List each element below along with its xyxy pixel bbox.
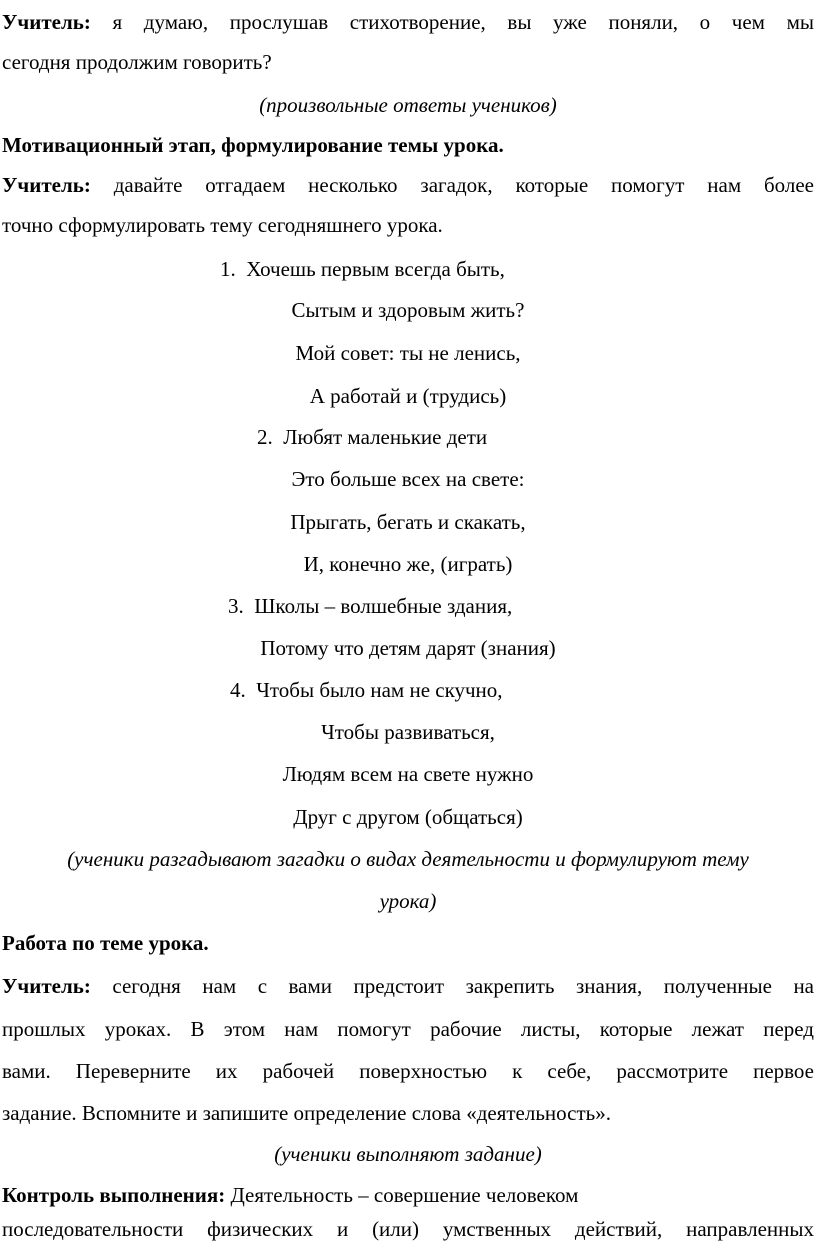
section-heading-motivation: Мотивационный этап, формулирование темы урока. [2,133,504,157]
speaker-label: Учитель: [2,173,91,197]
motivation-paragraph-line-1 [2,175,814,196]
students-note-line-2: урока) [379,889,437,913]
riddle-4-line-3: Людям всем на свете нужно [282,762,534,786]
work-paragraph-line-4: задание. Вспомните и запишите определение слова «деятельность». [2,1101,612,1125]
riddle-2-line-3: Прыгать, бегать и скакать, [290,510,526,534]
riddle-number: 2. [257,425,273,449]
students-note-line-1: (ученики разгадывают загадки о видах деятельности и формулируют тему [67,847,749,871]
work-paragraph-line-3: вами. Переверните их рабочей поверхностью к себе, рассмотрите первое [2,1059,814,1083]
riddle-4-line-4: Друг с другом (общаться) [293,805,523,829]
riddle-number: 4. [230,678,246,702]
riddle-2-line-1 [257,427,487,448]
riddle-2-line-2: Это больше всех на свете: [291,467,525,491]
riddle-1-line-3: Мой совет: ты не ленись, [295,341,521,365]
motivation-paragraph-line-2: точно сформулировать тему сегодняшнего урока. [2,213,443,237]
riddle-1-line-4: А работай и (трудись) [309,384,507,408]
riddle-3-line-2: Потому что детям дарят (знания) [260,636,556,660]
work-text: сегодня нам с вами предстоит закрепить знания, полученные на [112,974,814,998]
riddle-text: Любят маленькие дети [283,425,488,449]
riddle-text: Чтобы было нам не скучно, [256,678,503,702]
intro-text: я думаю, прослушав стихотворение, вы уже поняли, о чем мы [112,10,814,34]
work-note: (ученики выполняют задание) [274,1142,542,1166]
work-paragraph-line-2: прошлых уроках. В этом нам помогут рабочие листы, которые лежат перед [2,1017,814,1041]
riddle-1-line-1 [220,259,505,280]
speaker-label: Учитель: [2,974,91,998]
riddle-text: Школы – волшебные здания, [254,594,513,618]
control-label: Контроль выполнения: [2,1183,226,1207]
intro-note: (произвольные ответы учеников) [259,93,557,117]
intro-paragraph-line-1 [2,12,814,33]
section-heading-work: Работа по теме урока. [2,931,209,955]
intro-paragraph-line-2: сегодня продолжим говорить? [2,50,272,74]
riddle-3-line-1 [228,596,512,617]
riddle-number: 3. [228,594,244,618]
control-line-2: последовательности физических и (или) умственных действий, направленных [2,1217,814,1241]
speaker-label: Учитель: [2,10,91,34]
control-text: Деятельность – совершение человеком [230,1183,579,1207]
riddle-2-line-4: И, конечно же, (играть) [303,552,513,576]
riddle-1-line-2: Сытым и здоровым жить? [291,298,525,322]
motivation-text: давайте отгадаем несколько загадок, которые помогут нам более [113,173,815,197]
riddle-4-line-1 [230,680,503,701]
work-paragraph-line-1 [2,976,814,997]
riddle-number: 1. [220,257,236,281]
riddle-4-line-2: Чтобы развиваться, [321,720,495,744]
riddle-text: Хочешь первым всегда быть, [246,257,505,281]
control-line-1 [2,1185,578,1206]
